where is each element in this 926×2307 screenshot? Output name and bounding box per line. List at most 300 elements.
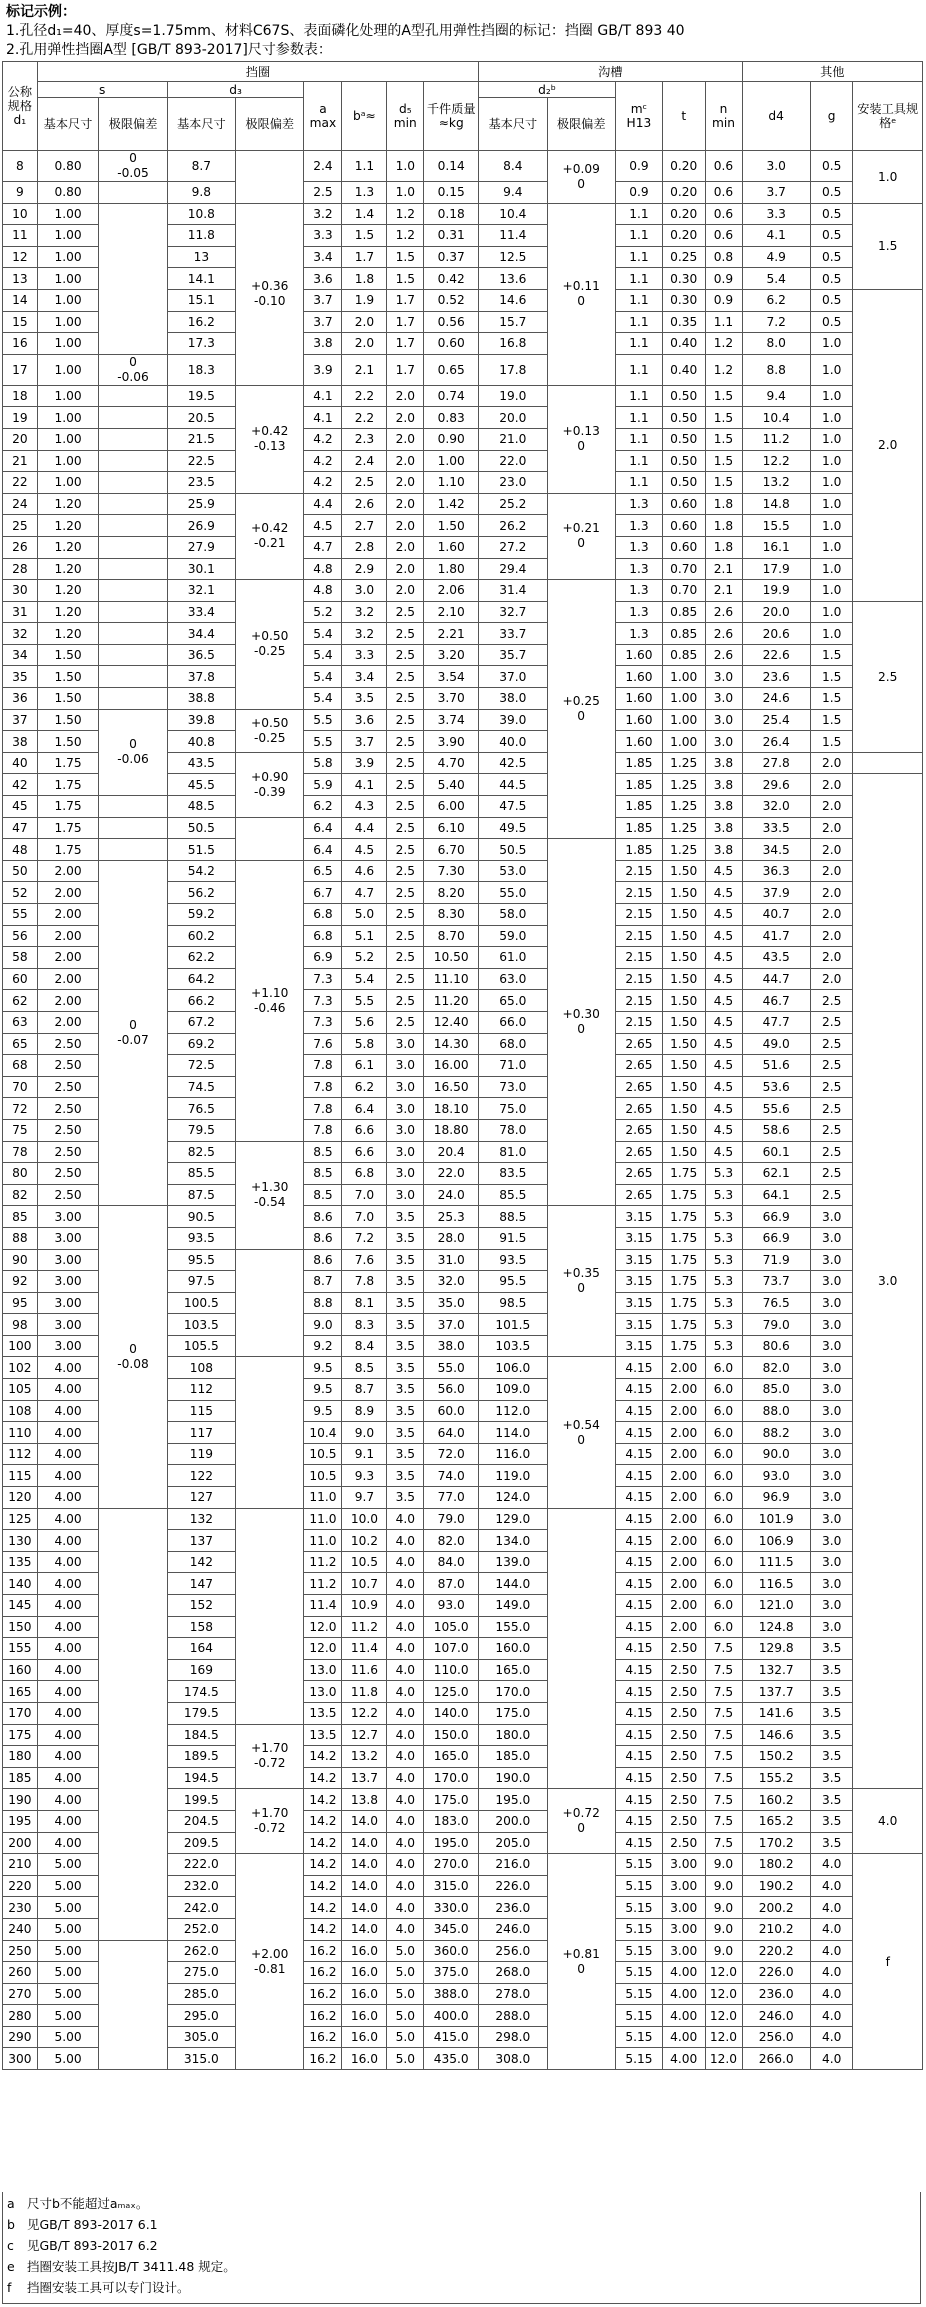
d4-cell: 11.2: [742, 428, 810, 450]
b-cell: 2.0: [342, 333, 387, 355]
mass-cell: 435.0: [424, 2048, 479, 2070]
t-cell: 4.00: [662, 1962, 705, 1984]
a-max-cell: 7.6: [304, 1033, 342, 1055]
d3-basic-cell: 60.2: [167, 925, 235, 947]
g-cell: 4.0: [810, 1897, 853, 1919]
s-basic-cell: 1.00: [37, 289, 99, 311]
t-cell: 1.75: [662, 1184, 705, 1206]
d4-cell: 101.9: [742, 1508, 810, 1530]
n-min-cell: 9.0: [705, 1897, 742, 1919]
table-row: [3, 1508, 923, 1530]
s-basic-cell: 1.75: [37, 817, 99, 839]
d3-tolerance-cell: +0.42 -0.13: [236, 385, 304, 493]
t-cell: 1.50: [662, 860, 705, 882]
mass-cell: 125.0: [424, 1681, 479, 1703]
s-basic-cell: 1.00: [37, 333, 99, 355]
m-cell: 1.60: [615, 644, 662, 666]
mass-cell: 55.0: [424, 1357, 479, 1379]
t-cell: 2.00: [662, 1530, 705, 1552]
g-cell: 0.5: [810, 246, 853, 268]
d4-cell: 46.7: [742, 990, 810, 1012]
d2-basic-cell: 101.5: [479, 1314, 547, 1336]
g-cell: 3.0: [810, 1379, 853, 1401]
s-basic-cell: 1.75: [37, 752, 99, 774]
d2-basic-cell: 16.8: [479, 333, 547, 355]
d3-basic-cell: 21.5: [167, 428, 235, 450]
n-min-cell: 4.5: [705, 1076, 742, 1098]
b-cell: 8.9: [342, 1400, 387, 1422]
d2-basic-cell: 246.0: [479, 1918, 547, 1940]
table-row: [3, 536, 923, 558]
d4-cell: 85.0: [742, 1379, 810, 1401]
d5-min-cell: 3.5: [387, 1487, 424, 1509]
g-cell: 4.0: [810, 1940, 853, 1962]
d2-basic-cell: 160.0: [479, 1638, 547, 1660]
nominal-size-cell: 28: [3, 558, 38, 580]
n-min-cell: 9.0: [705, 1940, 742, 1962]
g-cell: 4.0: [810, 2026, 853, 2048]
d3-basic-cell: 33.4: [167, 601, 235, 623]
d3-basic-cell: 105.5: [167, 1335, 235, 1357]
a-max-cell: 7.8: [304, 1076, 342, 1098]
a-max-cell: 5.2: [304, 601, 342, 623]
s-basic-cell: 1.00: [37, 354, 99, 385]
d5-min-cell: 2.5: [387, 774, 424, 796]
s-basic-cell: 4.00: [37, 1638, 99, 1660]
a-max-cell: 11.0: [304, 1487, 342, 1509]
d4-cell: 266.0: [742, 2048, 810, 2070]
g-cell: 3.0: [810, 1530, 853, 1552]
mass-cell: 345.0: [424, 1918, 479, 1940]
a-max-cell: 11.2: [304, 1573, 342, 1595]
table-row: [3, 796, 923, 818]
d4-cell: 236.0: [742, 1983, 810, 2005]
d4-cell: 71.9: [742, 1249, 810, 1271]
s-tolerance-cell: [99, 428, 167, 450]
table-row: [3, 623, 923, 645]
d4-cell: 4.9: [742, 246, 810, 268]
d4-cell: 124.8: [742, 1616, 810, 1638]
d3-basic-cell: 9.8: [167, 182, 235, 204]
mass-cell: 0.42: [424, 268, 479, 290]
a-max-cell: 5.5: [304, 731, 342, 753]
a-max-cell: 9.5: [304, 1379, 342, 1401]
d4-cell: 80.6: [742, 1335, 810, 1357]
t-cell: 0.50: [662, 472, 705, 494]
nominal-size-cell: 230: [3, 1897, 38, 1919]
n-min-cell: 0.6: [705, 182, 742, 204]
m-cell: 5.15: [615, 2026, 662, 2048]
d5-min-cell: 3.5: [387, 1422, 424, 1444]
a-max-cell: 6.2: [304, 796, 342, 818]
tool-size-cell: 1.5: [853, 203, 923, 289]
s-tolerance-cell: 0 -0.06: [99, 354, 167, 385]
d3-basic-cell: 15.1: [167, 289, 235, 311]
d2-basic-cell: 180.0: [479, 1724, 547, 1746]
mass-cell: 14.30: [424, 1033, 479, 1055]
d5-min-cell: 3.5: [387, 1335, 424, 1357]
s-basic-cell: 1.20: [37, 623, 99, 645]
a-max-cell: 14.2: [304, 1875, 342, 1897]
n-min-cell: 5.3: [705, 1163, 742, 1185]
s-tolerance-cell: 0 -0.06: [99, 709, 167, 795]
d3-basic-cell: 10.8: [167, 203, 235, 225]
b-cell: 5.0: [342, 904, 387, 926]
d5-min-cell: 2.5: [387, 644, 424, 666]
b-cell: 11.6: [342, 1659, 387, 1681]
nominal-size-cell: 270: [3, 1983, 38, 2005]
s-tolerance-cell: [99, 472, 167, 494]
d3-basic-cell: 108: [167, 1357, 235, 1379]
n-min-cell: 1.2: [705, 333, 742, 355]
g-cell: 0.5: [810, 311, 853, 333]
b-cell: 14.0: [342, 1875, 387, 1897]
b-cell: 1.7: [342, 246, 387, 268]
mass-cell: 0.31: [424, 225, 479, 247]
d5-min-cell: 3.5: [387, 1271, 424, 1293]
t-cell: 2.00: [662, 1422, 705, 1444]
d3-basic-cell: 51.5: [167, 839, 235, 861]
a-max-cell: 3.2: [304, 203, 342, 225]
d2-basic-cell: 112.0: [479, 1400, 547, 1422]
b-cell: 8.3: [342, 1314, 387, 1336]
n-min-cell: 1.8: [705, 515, 742, 537]
nominal-size-cell: 88: [3, 1227, 38, 1249]
a-max-cell: 10.4: [304, 1422, 342, 1444]
d3-basic-cell: 27.9: [167, 536, 235, 558]
g-cell: 2.0: [810, 882, 853, 904]
n-min-cell: 4.5: [705, 1011, 742, 1033]
d2-basic-cell: 37.0: [479, 666, 547, 688]
mass-cell: 1.10: [424, 472, 479, 494]
nominal-size-cell: 150: [3, 1616, 38, 1638]
t-cell: 2.00: [662, 1443, 705, 1465]
d5-min-cell: 3.0: [387, 1141, 424, 1163]
s-basic-cell: 2.50: [37, 1119, 99, 1141]
mass-cell: 0.18: [424, 203, 479, 225]
d5-min-cell: 4.0: [387, 1681, 424, 1703]
d5-min-cell: 2.0: [387, 385, 424, 407]
g-header: g: [810, 82, 853, 151]
d4-cell: 6.2: [742, 289, 810, 311]
mass-cell: 24.0: [424, 1184, 479, 1206]
s-basic-cell: 1.20: [37, 580, 99, 602]
b-cell: 9.3: [342, 1465, 387, 1487]
b-cell: 8.5: [342, 1357, 387, 1379]
mass-cell: 20.4: [424, 1141, 479, 1163]
tool-size-cell: 3.0: [853, 774, 923, 1789]
footnote-f: f 挡圈安装工具可以专门设计。: [7, 2280, 190, 2295]
nominal-size-cell: 98: [3, 1314, 38, 1336]
mass-cell: 3.54: [424, 666, 479, 688]
b-cell: 5.1: [342, 925, 387, 947]
d3-basic-cell: 34.4: [167, 623, 235, 645]
g-cell: 1.0: [810, 472, 853, 494]
a-max-cell: 4.5: [304, 515, 342, 537]
d3-tolerance-header: 极限偏差: [236, 98, 304, 151]
d2-tolerance-cell: +0.81 0: [547, 1854, 615, 2070]
s-basic-cell: 5.00: [37, 1854, 99, 1876]
t-cell: 1.25: [662, 796, 705, 818]
d3-basic-cell: 119: [167, 1443, 235, 1465]
mass-cell: 0.90: [424, 428, 479, 450]
s-basic-cell: 5.00: [37, 1875, 99, 1897]
d2-basic-cell: 175.0: [479, 1702, 547, 1724]
b-cell: 11.4: [342, 1638, 387, 1660]
a-max-cell: 9.5: [304, 1400, 342, 1422]
d4-cell: 37.9: [742, 882, 810, 904]
d4-cell: 96.9: [742, 1487, 810, 1509]
t-cell: 0.60: [662, 536, 705, 558]
d5-min-cell: 1.7: [387, 333, 424, 355]
a-max-cell: 11.0: [304, 1508, 342, 1530]
s-basic-cell: 3.00: [37, 1249, 99, 1271]
m-cell: 1.3: [615, 558, 662, 580]
n-min-cell: 3.0: [705, 731, 742, 753]
d3-basic-cell: 285.0: [167, 1983, 235, 2005]
m-cell: 1.1: [615, 225, 662, 247]
d2-basic-cell: 61.0: [479, 947, 547, 969]
m-cell: 5.15: [615, 1940, 662, 1962]
s-basic-cell: 4.00: [37, 1465, 99, 1487]
d4-cell: 19.9: [742, 580, 810, 602]
d4-cell: 116.5: [742, 1573, 810, 1595]
b-cell: 6.1: [342, 1055, 387, 1077]
s-tolerance-cell: [99, 536, 167, 558]
d2-basic-cell: 144.0: [479, 1573, 547, 1595]
n-min-cell: 1.5: [705, 385, 742, 407]
t-cell: 0.85: [662, 623, 705, 645]
m-cell: 2.65: [615, 1184, 662, 1206]
d3-basic-cell: 79.5: [167, 1119, 235, 1141]
nominal-size-cell: 11: [3, 225, 38, 247]
dimension-table: [2, 61, 923, 2070]
s-basic-cell: 1.00: [37, 203, 99, 225]
b-cell: 2.6: [342, 493, 387, 515]
d5-min-cell: 4.0: [387, 1724, 424, 1746]
n-min-cell: 1.2: [705, 354, 742, 385]
m-cell: 4.15: [615, 1681, 662, 1703]
s-tolerance-cell: 0 -0.05: [99, 151, 167, 182]
b-cell: 14.0: [342, 1918, 387, 1940]
d2-basic-cell: 10.4: [479, 203, 547, 225]
t-cell: 0.60: [662, 493, 705, 515]
g-cell: 0.5: [810, 225, 853, 247]
b-cell: 2.8: [342, 536, 387, 558]
d3-basic-cell: 67.2: [167, 1011, 235, 1033]
a-max-cell: 11.0: [304, 1530, 342, 1552]
d5-min-cell: 2.5: [387, 968, 424, 990]
nominal-size-cell: 130: [3, 1530, 38, 1552]
b-cell: 12.2: [342, 1702, 387, 1724]
m-cell: 1.60: [615, 688, 662, 710]
t-cell: 1.75: [662, 1271, 705, 1293]
d4-cell: 29.6: [742, 774, 810, 796]
n-min-cell: 0.9: [705, 289, 742, 311]
nominal-size-cell: 170: [3, 1702, 38, 1724]
b-cell: 3.6: [342, 709, 387, 731]
mass-cell: 0.14: [424, 151, 479, 182]
s-basic-cell: 1.50: [37, 688, 99, 710]
g-cell: 2.5: [810, 1076, 853, 1098]
t-cell: 3.00: [662, 1940, 705, 1962]
nominal-size-cell: 70: [3, 1076, 38, 1098]
d5-min-cell: 4.0: [387, 1746, 424, 1768]
table-row: [3, 407, 923, 429]
g-cell: 4.0: [810, 1918, 853, 1940]
d2-tolerance-cell: [547, 1508, 615, 1789]
t-cell: 1.00: [662, 666, 705, 688]
nominal-size-cell: 108: [3, 1400, 38, 1422]
d4-cell: 160.2: [742, 1789, 810, 1811]
mass-cell: 16.00: [424, 1055, 479, 1077]
b-cell: 1.9: [342, 289, 387, 311]
s-tolerance-cell: [99, 796, 167, 818]
s-tolerance-cell: [99, 515, 167, 537]
s-basic-cell: 1.50: [37, 644, 99, 666]
a-max-cell: 13.5: [304, 1702, 342, 1724]
d5-min-cell: 4.0: [387, 1508, 424, 1530]
m-cell: 4.15: [615, 1400, 662, 1422]
a-max-cell: 14.2: [304, 1746, 342, 1768]
s-basic-cell: 1.20: [37, 515, 99, 537]
d3-basic-cell: 54.2: [167, 860, 235, 882]
d2-tolerance-header: 极限偏差: [547, 98, 615, 151]
b-cell: 14.0: [342, 1897, 387, 1919]
t-cell: 2.00: [662, 1487, 705, 1509]
mass-cell: 1.42: [424, 493, 479, 515]
a-max-cell: 14.2: [304, 1810, 342, 1832]
mass-cell: 37.0: [424, 1314, 479, 1336]
b-cell: 1.1: [342, 151, 387, 182]
g-cell: 2.5: [810, 1055, 853, 1077]
d5-min-cell: 3.5: [387, 1400, 424, 1422]
m-cell: 1.3: [615, 623, 662, 645]
nominal-size-cell: 75: [3, 1119, 38, 1141]
s-tolerance-cell: [99, 558, 167, 580]
d3-basic-cell: 69.2: [167, 1033, 235, 1055]
d3-tolerance-cell: [236, 1249, 304, 1357]
s-basic-header: 基本尺寸: [37, 98, 99, 151]
a-max-cell: 6.4: [304, 817, 342, 839]
b-cell: 12.7: [342, 1724, 387, 1746]
t-cell: 2.50: [662, 1746, 705, 1768]
d4-cell: 170.2: [742, 1832, 810, 1854]
nominal-size-cell: 185: [3, 1767, 38, 1789]
mass-cell: 64.0: [424, 1422, 479, 1444]
t-cell: 0.35: [662, 311, 705, 333]
d5-min-cell: 1.0: [387, 182, 424, 204]
b-cell: 3.3: [342, 644, 387, 666]
g-cell: 1.0: [810, 580, 853, 602]
t-cell: 4.00: [662, 2048, 705, 2070]
d5-min-cell: 2.0: [387, 580, 424, 602]
m-cell: 2.15: [615, 947, 662, 969]
d3-basic-cell: 127: [167, 1487, 235, 1509]
nominal-size-header: 公称规格d₁: [3, 62, 38, 151]
d5-min-cell: 2.5: [387, 709, 424, 731]
a-max-cell: 8.5: [304, 1163, 342, 1185]
m-cell: 4.15: [615, 1638, 662, 1660]
t-cell: 3.00: [662, 1918, 705, 1940]
mass-cell: 77.0: [424, 1487, 479, 1509]
d5-min-cell: 2.5: [387, 688, 424, 710]
nominal-size-cell: 280: [3, 2005, 38, 2027]
a-max-cell: 7.3: [304, 990, 342, 1012]
t-cell: 0.25: [662, 246, 705, 268]
nominal-size-cell: 63: [3, 1011, 38, 1033]
tool-size-cell: 4.0: [853, 1789, 923, 1854]
d5-min-cell: 4.0: [387, 1897, 424, 1919]
s-basic-cell: 1.75: [37, 796, 99, 818]
nominal-size-cell: 195: [3, 1810, 38, 1832]
mass-cell: 1.50: [424, 515, 479, 537]
mass-cell: 3.70: [424, 688, 479, 710]
g-cell: 1.0: [810, 354, 853, 385]
g-cell: 1.0: [810, 601, 853, 623]
n-min-cell: 9.0: [705, 1918, 742, 1940]
d2-tolerance-cell: +0.35 0: [547, 1206, 615, 1357]
d5-min-cell: 2.5: [387, 601, 424, 623]
s-basic-cell: 1.20: [37, 601, 99, 623]
mass-cell: 170.0: [424, 1767, 479, 1789]
d2-basic-cell: 68.0: [479, 1033, 547, 1055]
d3-basic-cell: 275.0: [167, 1962, 235, 1984]
b-cell: 4.7: [342, 882, 387, 904]
table-row: [3, 709, 923, 731]
t-cell: 0.85: [662, 601, 705, 623]
d2-basic-cell: 93.5: [479, 1249, 547, 1271]
d2-basic-cell: 268.0: [479, 1962, 547, 1984]
d4-cell: 55.6: [742, 1098, 810, 1120]
g-cell: 3.0: [810, 1314, 853, 1336]
a-max-cell: 13.0: [304, 1681, 342, 1703]
m-cell: 4.15: [615, 1357, 662, 1379]
d2-basic-cell: 85.5: [479, 1184, 547, 1206]
m-cell: 4.15: [615, 1422, 662, 1444]
s-tolerance-cell: [99, 1940, 167, 2070]
d2-tolerance-cell: +0.21 0: [547, 493, 615, 579]
d5-min-cell: 2.5: [387, 947, 424, 969]
m-cell: 4.15: [615, 1767, 662, 1789]
b-cell: 7.0: [342, 1184, 387, 1206]
n-min-cell: 4.5: [705, 925, 742, 947]
b-cell: 5.6: [342, 1011, 387, 1033]
n-min-cell: 0.6: [705, 203, 742, 225]
t-cell: 0.20: [662, 182, 705, 204]
d4-cell: 32.0: [742, 796, 810, 818]
d3-basic-cell: 112: [167, 1379, 235, 1401]
n-min-cell: 7.5: [705, 1746, 742, 1768]
d4-cell: 10.4: [742, 407, 810, 429]
mass-cell: 0.15: [424, 182, 479, 204]
t-cell: 1.25: [662, 839, 705, 861]
d3-basic-cell: 137: [167, 1530, 235, 1552]
a-max-cell: 16.2: [304, 2005, 342, 2027]
mass-cell: 0.52: [424, 289, 479, 311]
a-max-cell: 6.5: [304, 860, 342, 882]
s-basic-cell: 0.80: [37, 151, 99, 182]
d4-cell: 155.2: [742, 1767, 810, 1789]
d4-cell: 17.9: [742, 558, 810, 580]
nominal-size-cell: 17: [3, 354, 38, 385]
n-min-cell: 3.8: [705, 774, 742, 796]
a-max-cell: 13.0: [304, 1659, 342, 1681]
d2-basic-cell: 47.5: [479, 796, 547, 818]
d5-min-cell: 2.0: [387, 472, 424, 494]
s-basic-cell: 5.00: [37, 1940, 99, 1962]
g-cell: 0.5: [810, 182, 853, 204]
